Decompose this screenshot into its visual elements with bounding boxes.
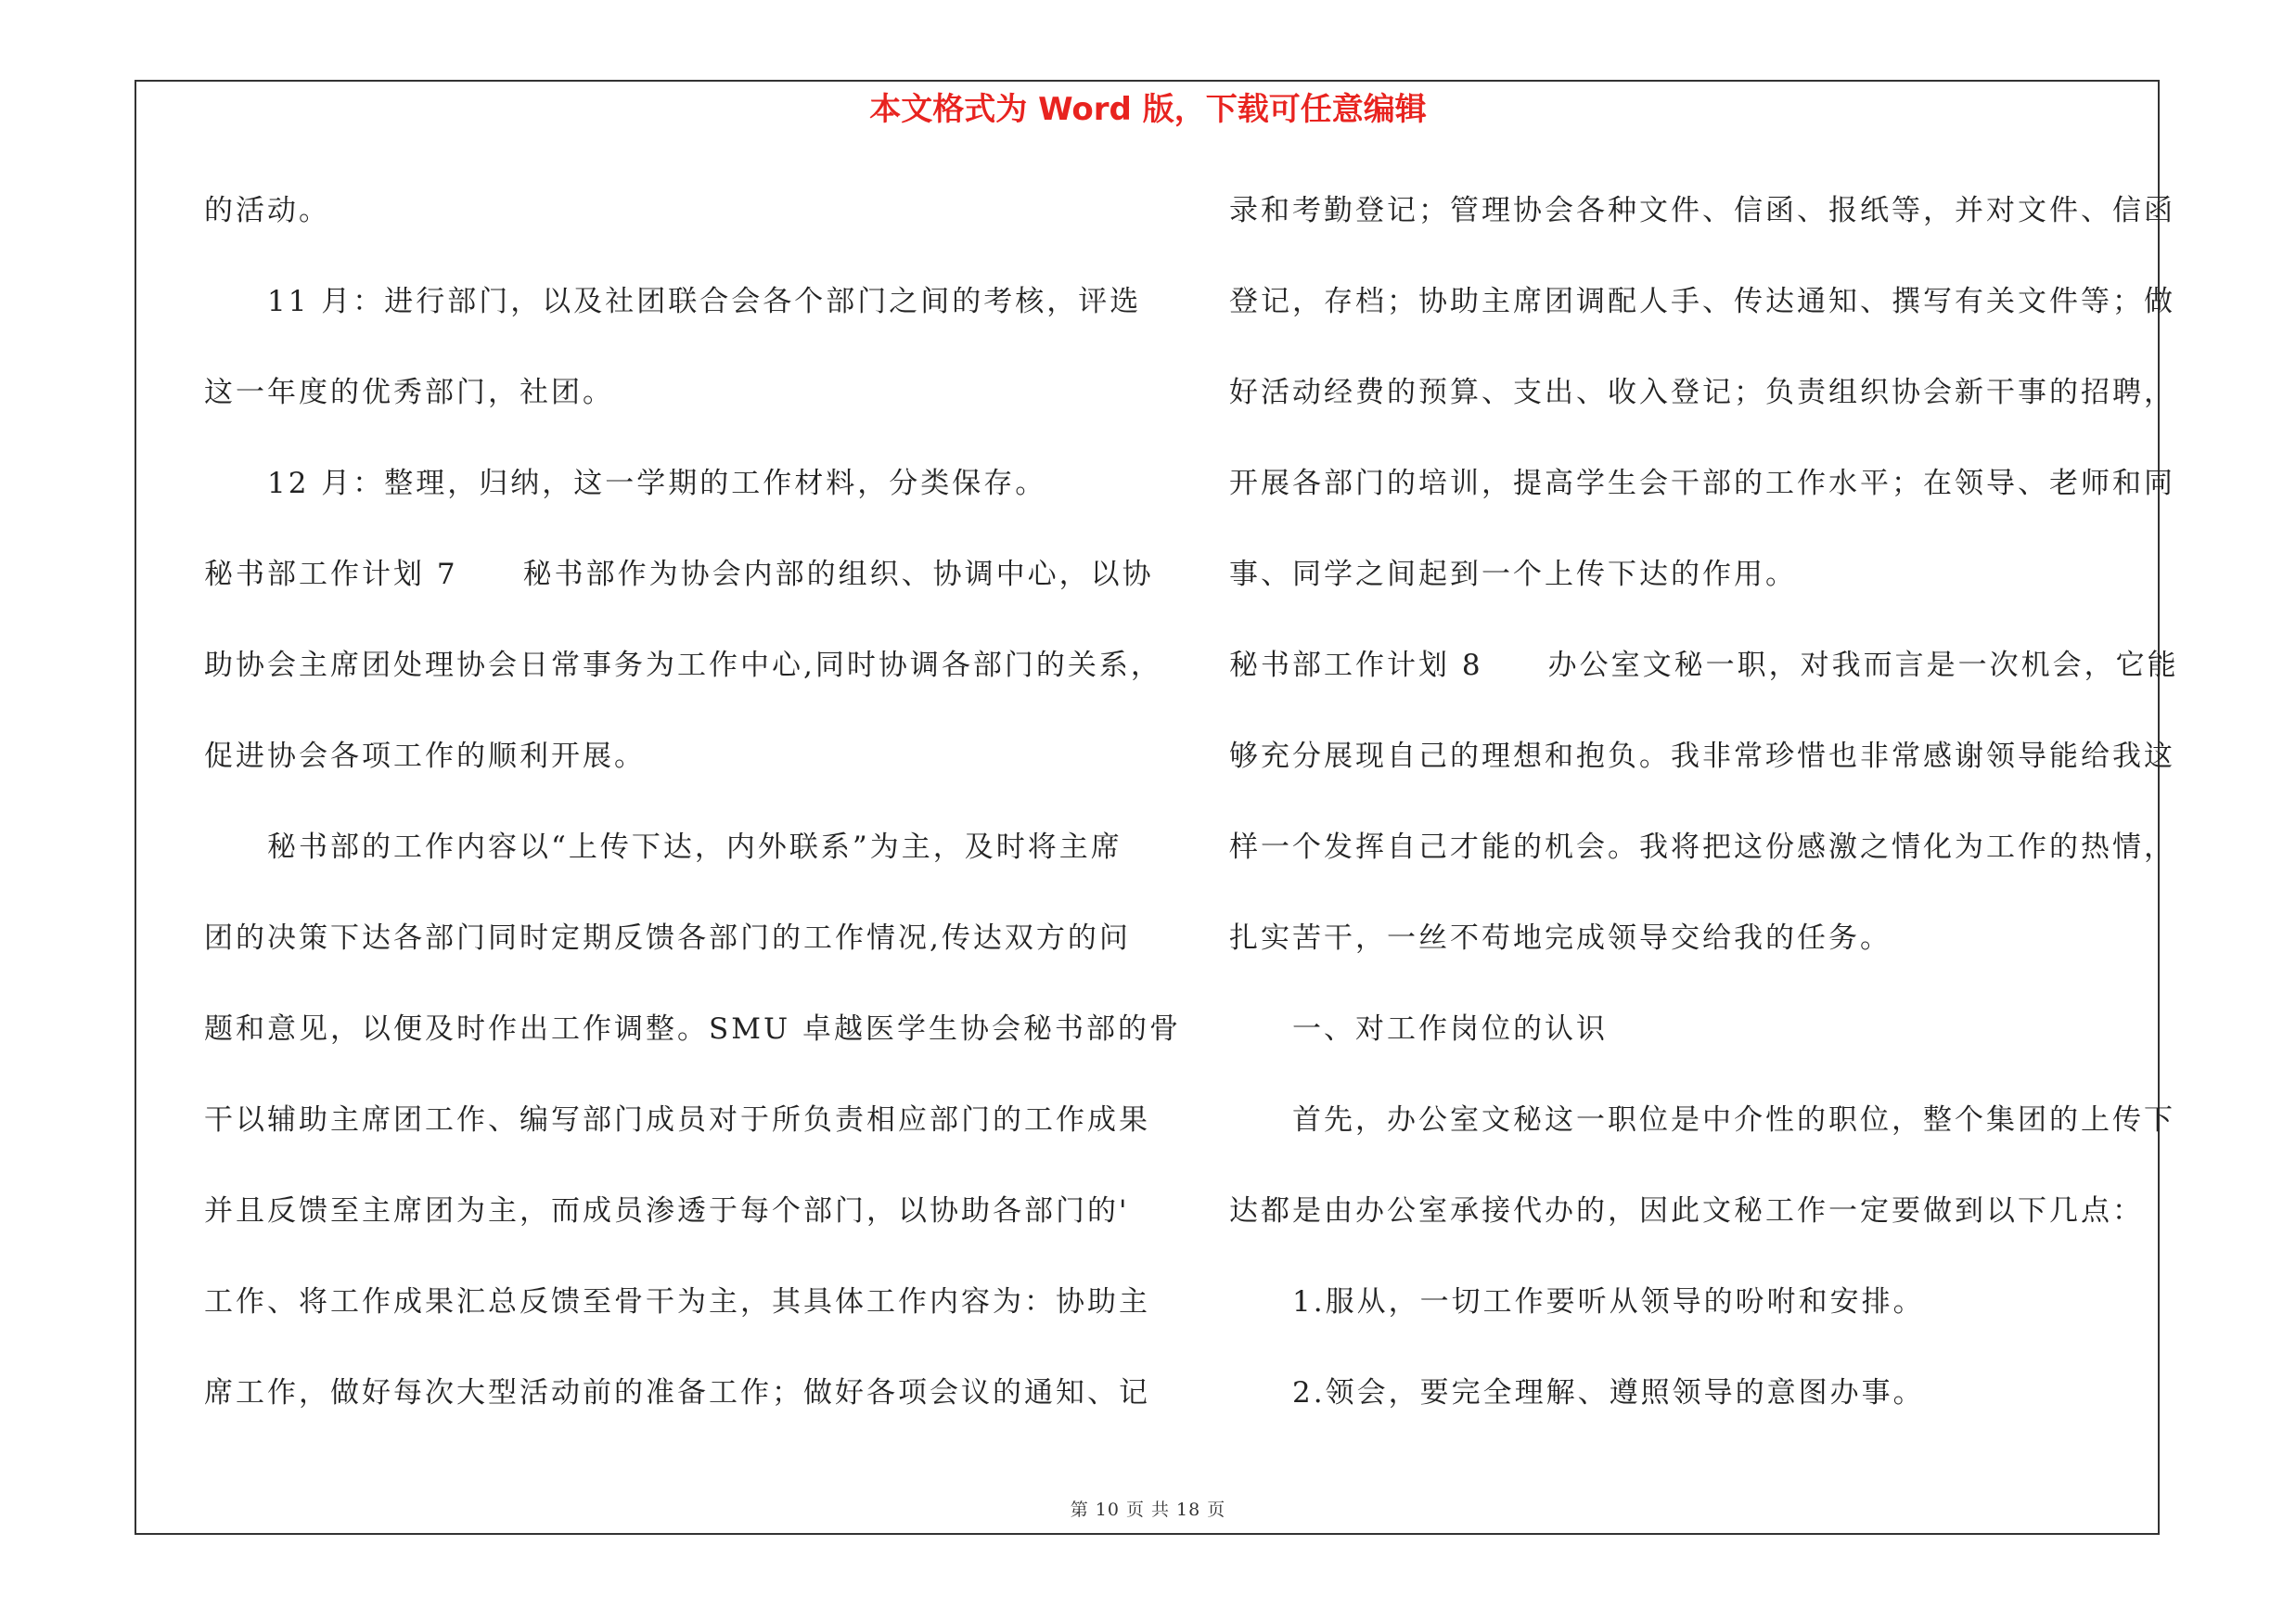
right-column [1229,186,2179,1459]
text-line: 录和考勤登记；管理协会各种文件、信函、报纸等，并对文件、信函 [1229,194,2175,227]
text-line: 够充分展现自己的理想和抱负。我非常珍惜也非常感谢领导能给我这 [1229,740,2175,773]
plan7-title: 秘书部工作计划 7 [204,558,458,591]
text-line: 题和意见，以便及时作出工作调整。SMU 卓越医学生协会秘书部的骨 [204,1012,1181,1046]
text-line: 秘书部的工作内容以“上传下达，内外联系”为主，及时将主席 [267,831,1122,864]
section-heading: 一、对工作岗位的认识 [1292,1012,1608,1046]
text-line: 事、同学之间起到一个上传下达的作用。 [1229,558,1797,591]
text-line: 干以辅助主席团工作、编写部门成员对于所负责相应部门的工作成果 [204,1103,1150,1137]
text-line: 好活动经费的预算、支出、收入登记；负责组织协会新干事的招聘， [1229,376,2175,409]
text-line: 登记，存档；协助主席团调配人手、传达通知、撰写有关文件等；做 [1229,285,2175,318]
text-line: 办公室文秘一职，对我而言是一次机会，它能 [1547,649,2179,682]
format-notice-banner: 本文格式为 Word 版，下载可任意编辑 [869,91,1427,128]
text-line: 这一年度的优秀部门，社团。 [204,376,614,409]
text-line: 并且反馈至主席团为主，而成员渗透于每个部门，以协助各部门的' [204,1194,1130,1228]
text-line: 达都是由办公室承接代办的，因此文秘工作一定要做到以下几点： [1229,1194,2144,1228]
text-line: 12 月：整理，归纳，这一学期的工作材料，分类保存。 [267,467,1047,500]
page-number: 第 10 页 共 18 页 [1070,1500,1226,1520]
text-line: 助协会主席团处理协会日常事务为工作中心,同时协调各部门的关系， [204,649,1162,682]
plan7-heading-line [204,549,1154,640]
text-line: 扎实苦干，一丝不苟地完成领导交给我的任务。 [1229,921,1892,955]
left-column [204,186,1181,1459]
text-line: 开展各部门的培训，提高学生会干部的工作水平；在领导、老师和同 [1229,467,2175,500]
text-line: 席工作，做好每次大型活动前的准备工作；做好各项会议的通知、记 [204,1376,1150,1410]
text-line: 的活动。 [204,194,330,227]
plan8-title: 秘书部工作计划 8 [1229,649,1483,682]
text-line: 团的决策下达各部门同时定期反馈各部门的工作情况,传达双方的问 [204,921,1131,955]
text-line: 2.领会，要完全理解、遵照领导的意图办事。 [1292,1376,1925,1410]
text-line: 促进协会各项工作的顺利开展。 [204,740,646,773]
text-line: 秘书部作为协会内部的组织、协调中心，以协 [522,558,1154,591]
text-line: 首先，办公室文秘这一职位是中介性的职位，整个集团的上传下 [1292,1103,2175,1137]
text-line: 1.服从，一切工作要听从领导的吩咐和安排。 [1292,1285,1925,1319]
text-line: 11 月：进行部门，以及社团联合会各个部门之间的考核，评选 [267,285,1142,318]
text-line: 工作、将工作成果汇总反馈至骨干为主，其具体工作内容为：协助主 [204,1285,1150,1319]
text-line: 样一个发挥自己才能的机会。我将把这份感激之情化为工作的热情， [1229,831,2175,864]
plan8-heading-line [1229,640,2179,731]
